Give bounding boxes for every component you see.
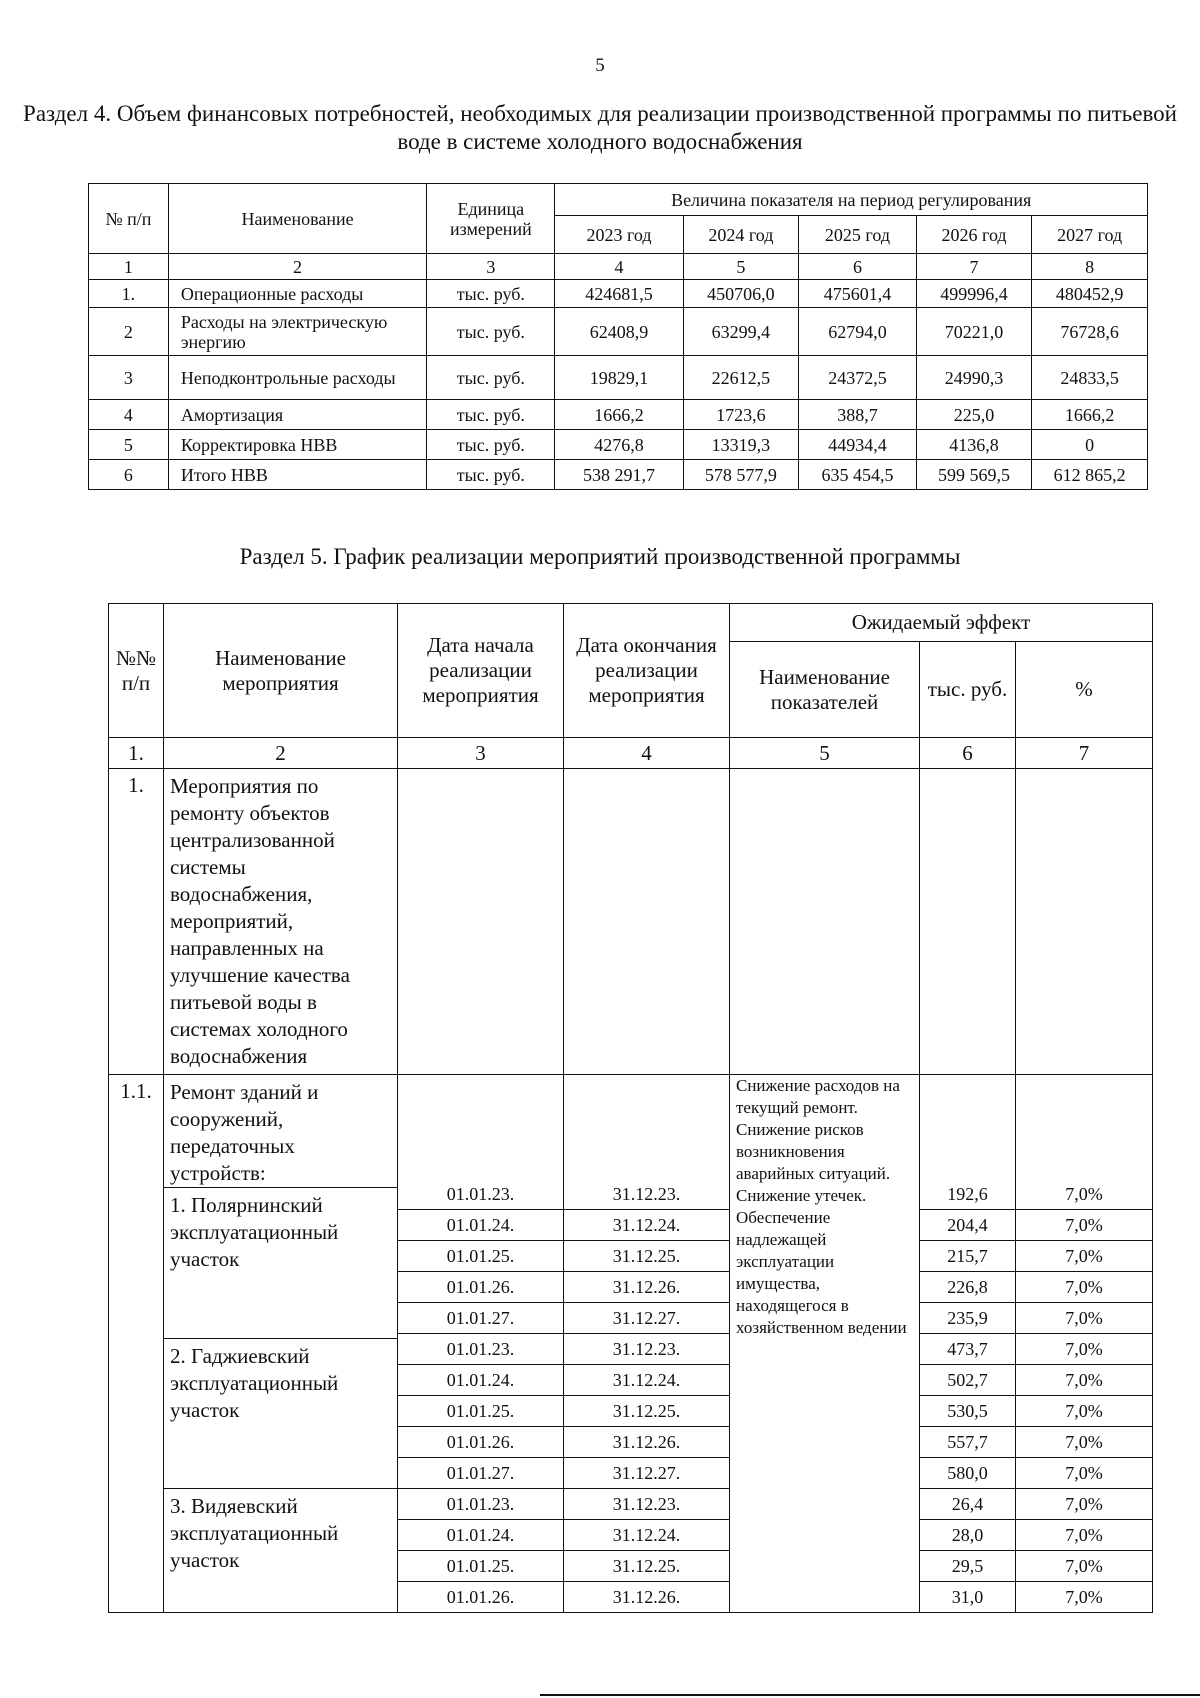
start-date: 01.01.24. [398, 1519, 563, 1550]
item-name-cell [164, 1075, 398, 1613]
start-dates-cell [398, 1075, 564, 1613]
header-name: Наименование [168, 184, 426, 254]
column-number: 2 [168, 254, 426, 280]
header-year: 2025 год [799, 216, 917, 254]
row-value: 1666,2 [1032, 400, 1148, 430]
amounts-cell [920, 1075, 1016, 1613]
amount-value: 31,0 [920, 1581, 1015, 1612]
end-date: 31.12.27. [564, 1457, 729, 1488]
end-date: 31.12.25. [564, 1550, 729, 1581]
column-number: 5 [730, 738, 920, 769]
row-unit: тыс. руб. [427, 308, 555, 356]
start-date: 01.01.26. [398, 1271, 563, 1302]
percent-value: 7,0% [1016, 1240, 1152, 1271]
row-value: 22612,5 [683, 356, 799, 400]
percent-value: 7,0% [1016, 1209, 1152, 1240]
row-number: 5 [89, 430, 169, 460]
row-unit: тыс. руб. [427, 280, 555, 308]
amount-value: 235,9 [920, 1302, 1015, 1333]
percent-value: 7,0% [1016, 1581, 1152, 1612]
header-start-date: Дата начала реализации мероприятия [398, 604, 564, 738]
row-value: 24833,5 [1032, 356, 1148, 400]
row-value: 424681,5 [555, 280, 683, 308]
start-date: 01.01.23. [398, 1333, 563, 1364]
row-number: 3 [89, 356, 169, 400]
header-end-date: Дата окончания реализации мероприятия [564, 604, 730, 738]
item-number: 1.1. [109, 1075, 164, 1613]
percent-value: 7,0% [1016, 1550, 1152, 1581]
end-date: 31.12.26. [564, 1581, 729, 1612]
row-value: 450706,0 [683, 280, 799, 308]
start-date: 01.01.27. [398, 1302, 563, 1333]
header-indicators: Наименование показателей [730, 642, 920, 738]
financial-needs-table [88, 183, 1148, 490]
row-value: 480452,9 [1032, 280, 1148, 308]
row-name: Расходы на электрическую энергию [168, 308, 426, 356]
percent-value: 7,0% [1016, 1426, 1152, 1457]
row-value: 24372,5 [799, 356, 917, 400]
effect-cell [730, 1075, 920, 1613]
start-date: 01.01.24. [398, 1364, 563, 1395]
row-value: 70221,0 [916, 308, 1032, 356]
column-number: 1. [109, 738, 164, 769]
row-value: 24990,3 [916, 356, 1032, 400]
percent-value: 7,0% [1016, 1271, 1152, 1302]
end-date: 31.12.26. [564, 1271, 729, 1302]
subitem-name: 3. Видяевский эксплуатационный участок [164, 1488, 397, 1608]
percent-value: 7,0% [1016, 1333, 1152, 1364]
end-dates-cell [564, 1075, 730, 1613]
row-name: Итого НВВ [168, 460, 426, 490]
row-value: 388,7 [799, 400, 917, 430]
section-4-title: Раздел 4. Объем финансовых потребностей, необходимых для реализации производственной программы по питьевой воде в системе холодного водоснабжения [23, 101, 1177, 154]
group-name: Мероприятия по ремонту объектов централизованной системы водоснабжения, мероприятий, направленных на улучшение качества питьевой воды в системах холодного водоснабжения [164, 769, 398, 1075]
header-year: 2024 год [683, 216, 799, 254]
row-value: 635 454,5 [799, 460, 917, 490]
row-name: Операционные расходы [168, 280, 426, 308]
amount-value: 226,8 [920, 1271, 1015, 1302]
start-date: 01.01.25. [398, 1550, 563, 1581]
header-year: 2026 год [916, 216, 1032, 254]
header-num: № п/п [89, 184, 169, 254]
column-number: 2 [164, 738, 398, 769]
end-date: 31.12.24. [564, 1364, 729, 1395]
row-value: 578 577,9 [683, 460, 799, 490]
amount-value: 530,5 [920, 1395, 1015, 1426]
column-number: 3 [398, 738, 564, 769]
start-date: 01.01.25. [398, 1240, 563, 1271]
table-row [89, 356, 1148, 400]
header-unit: Единица измерений [427, 184, 555, 254]
row-value: 599 569,5 [916, 460, 1032, 490]
end-date: 31.12.23. [564, 1488, 729, 1519]
row-value: 44934,4 [799, 430, 917, 460]
column-number: 7 [1016, 738, 1153, 769]
subitem-name: 2. Гаджиевский эксплуатационный участок [164, 1338, 397, 1488]
start-date: 01.01.27. [398, 1457, 563, 1488]
page-number: 5 [595, 55, 605, 76]
row-value: 499996,4 [916, 280, 1032, 308]
amount-value: 26,4 [920, 1488, 1015, 1519]
row-unit: тыс. руб. [427, 356, 555, 400]
header-effect: Ожидаемый эффект [730, 604, 1153, 642]
row-name: Неподконтрольные расходы [168, 356, 426, 400]
header-year: 2023 год [555, 216, 683, 254]
row-value: 225,0 [916, 400, 1032, 430]
row-unit: тыс. руб. [427, 460, 555, 490]
row-number: 4 [89, 400, 169, 430]
row-number: 1. [89, 280, 169, 308]
percent-value: 7,0% [1016, 1457, 1152, 1488]
percents-cell [1016, 1075, 1153, 1613]
row-value: 1723,6 [683, 400, 799, 430]
column-number: 4 [564, 738, 730, 769]
percent-value: 7,0% [1016, 1488, 1152, 1519]
start-date: 01.01.26. [398, 1426, 563, 1457]
row-unit: тыс. руб. [427, 400, 555, 430]
end-date: 31.12.27. [564, 1302, 729, 1333]
percent-value: 7,0% [1016, 1302, 1152, 1333]
amount-value: 557,7 [920, 1426, 1015, 1457]
row-name: Корректировка НВВ [168, 430, 426, 460]
end-date: 31.12.23. [612, 1184, 681, 1204]
end-date: 31.12.23. [564, 1333, 729, 1364]
table-row [89, 400, 1148, 430]
start-date: 01.01.25. [398, 1395, 563, 1426]
column-number: 5 [683, 254, 799, 280]
footer-rule [540, 1694, 1200, 1696]
table-row [89, 430, 1148, 460]
amount-value: 580,0 [920, 1457, 1015, 1488]
amount-value: 28,0 [920, 1519, 1015, 1550]
table-row [89, 460, 1148, 490]
column-number: 4 [555, 254, 683, 280]
table-row [89, 280, 1148, 308]
row-value: 1666,2 [555, 400, 683, 430]
end-date: 31.12.24. [564, 1209, 729, 1240]
header-period: Величина показателя на период регулирования [555, 184, 1148, 216]
end-date: 31.12.26. [564, 1426, 729, 1457]
section-5-title: Раздел 5. График реализации мероприятий производственной программы [239, 544, 961, 569]
row-value: 13319,3 [683, 430, 799, 460]
amount-value: 192,6 [947, 1184, 988, 1204]
percent-value: 7,0% [1065, 1184, 1103, 1204]
amount-value: 473,7 [920, 1333, 1015, 1364]
amount-value: 204,4 [920, 1209, 1015, 1240]
column-number: 1 [89, 254, 169, 280]
amount-value: 215,7 [920, 1240, 1015, 1271]
start-date: 01.01.24. [398, 1209, 563, 1240]
row-value: 63299,4 [683, 308, 799, 356]
table-row [89, 308, 1148, 356]
header-name: Наименование мероприятия [164, 604, 398, 738]
row-value: 0 [1032, 430, 1148, 460]
start-date: 01.01.23. [398, 1488, 563, 1519]
amount-value: 29,5 [920, 1550, 1015, 1581]
column-number: 6 [920, 738, 1016, 769]
end-date: 31.12.25. [564, 1395, 729, 1426]
amount-value: 502,7 [920, 1364, 1015, 1395]
column-number: 6 [799, 254, 917, 280]
header-year: 2027 год [1032, 216, 1148, 254]
row-unit: тыс. руб. [427, 430, 555, 460]
effect-text: Снижение расходов на текущий ремонт. Снижение рисков возникновения аварийных ситуаций. Снижение утечек. Обеспечение надлежащей эксплуатации имущества, находящегося в хозяйственном ведении [736, 1076, 907, 1337]
row-value: 4136,8 [916, 430, 1032, 460]
row-value: 62794,0 [799, 308, 917, 356]
start-date: 01.01.26. [398, 1581, 563, 1612]
header-percent: % [1016, 642, 1153, 738]
end-date: 31.12.25. [564, 1240, 729, 1271]
percent-value: 7,0% [1016, 1519, 1152, 1550]
header-num: №№ п/п [109, 604, 164, 738]
row-value: 538 291,7 [555, 460, 683, 490]
percent-value: 7,0% [1016, 1395, 1152, 1426]
column-number: 3 [427, 254, 555, 280]
row-name: Амортизация [168, 400, 426, 430]
percent-value: 7,0% [1016, 1364, 1152, 1395]
schedule-table [108, 603, 1153, 1613]
row-number: 6 [89, 460, 169, 490]
subitem-name: 1. Полярнинский эксплуатационный участок [170, 1193, 339, 1271]
row-value: 612 865,2 [1032, 460, 1148, 490]
row-value: 475601,4 [799, 280, 917, 308]
start-date: 01.01.23. [446, 1184, 515, 1204]
column-number: 7 [916, 254, 1032, 280]
end-date: 31.12.24. [564, 1519, 729, 1550]
row-value: 4276,8 [555, 430, 683, 460]
header-amount: тыс. руб. [920, 642, 1016, 738]
item-name: Ремонт зданий и сооружений, передаточных устройств: [164, 1075, 397, 1188]
row-value: 62408,9 [555, 308, 683, 356]
row-value: 76728,6 [1032, 308, 1148, 356]
column-number: 8 [1032, 254, 1148, 280]
row-number: 2 [89, 308, 169, 356]
row-value: 19829,1 [555, 356, 683, 400]
group-number: 1. [109, 769, 164, 1075]
